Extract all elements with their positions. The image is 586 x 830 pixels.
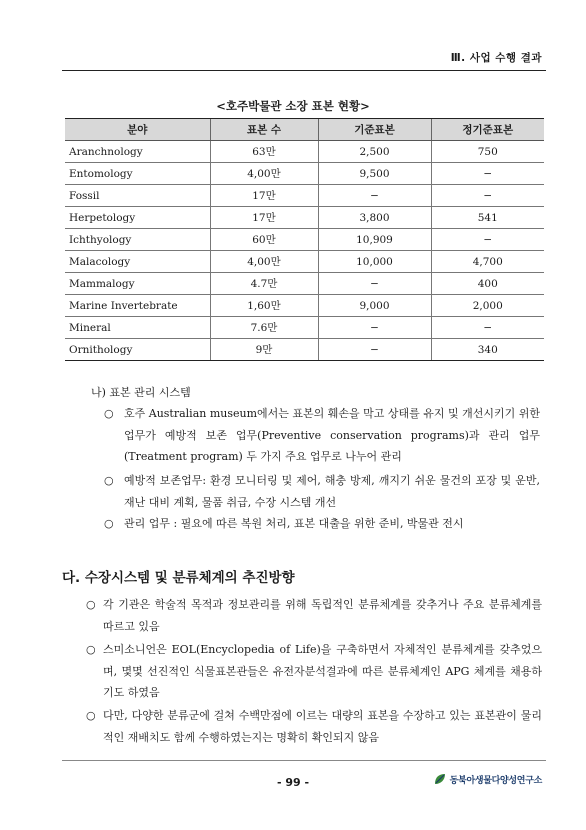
value-cell: 9,000 [318,295,431,317]
value-cell: 541 [431,207,544,229]
specimen-holdings-table [65,118,544,361]
header-rule [62,70,546,71]
table-row [65,141,544,163]
value-cell: 10,909 [318,229,431,251]
value-cell: 2,500 [318,141,431,163]
field-name-cell: Malacology [65,251,210,273]
value-cell: 1,60만 [210,295,318,317]
bullet-text: 호주 Australian museum에서는 표본의 훼손을 막고 상태를 유지 및 개선시키기 위한 업무가 예방적 보존 업무(Preventive conservation programs)과 관리 업무(Treatment program) 두 가지 주요 업무로 나누어 관리 [124,407,541,463]
value-cell: − [318,273,431,295]
field-name-cell: Ornithology [65,339,210,361]
column-header: 표본 수 [210,119,318,141]
bullet-mark: ○ [86,709,96,722]
management-heading: 나) 표본 관리 시스템 [91,386,191,399]
bullet-text: 각 기관은 학술적 목적과 정보관리를 위해 독립적인 분류체계를 갖추거나 주요 분류체계를 따르고 있음 [103,598,542,633]
page-number: - 99 - [276,776,310,789]
management-bullet-3 [104,513,540,535]
field-name-cell: Fossil [65,185,210,207]
bullet-mark: ○ [86,598,96,611]
field-name-cell: Aranchnology [65,141,210,163]
section-bullet-2 [86,639,542,704]
value-cell: 4,700 [431,251,544,273]
chapter-header: Ⅲ. 사업 수행 결과 [450,52,542,64]
bullet-mark: ○ [104,474,114,487]
table-row [65,251,544,273]
table-row [65,295,544,317]
field-name-cell: Mineral [65,317,210,339]
value-cell: − [318,339,431,361]
value-cell: 17만 [210,185,318,207]
value-cell: 4,00만 [210,251,318,273]
table-row [65,317,544,339]
organization-name: 동북아생물다양성연구소 [449,775,542,786]
column-header: 기준표본 [318,119,431,141]
value-cell: 3,800 [318,207,431,229]
value-cell: 400 [431,273,544,295]
section-heading: 다. 수장시스템 및 분류체계의 추진방향 [62,570,295,586]
field-name-cell: Herpetology [65,207,210,229]
value-cell: 4.7만 [210,273,318,295]
table-row [65,339,544,361]
bullet-text: 예방적 보존업무: 환경 모니터링 및 제어, 해충 방제, 깨지기 쉬운 물건의 포장 및 운반, 재난 대비 계획, 물품 취급, 수장 시스템 개선 [124,474,540,509]
value-cell: 7.6만 [210,317,318,339]
table-row [65,185,544,207]
bullet-mark: ○ [104,517,114,530]
table-row [65,273,544,295]
bullet-mark: ○ [104,407,114,420]
organization-logo [433,772,542,786]
leaf-logo-icon [433,772,447,786]
table-caption: <호주박물관 소장 표본 현황> [216,99,370,113]
value-cell: 9만 [210,339,318,361]
value-cell: − [431,163,544,185]
value-cell: 4,00만 [210,163,318,185]
table-row [65,207,544,229]
field-name-cell: Ichthyology [65,229,210,251]
value-cell: − [431,317,544,339]
table-header-row [65,119,544,141]
section-bullet-3 [86,705,542,748]
bullet-text: 관리 업무 : 필요에 따른 복원 처리, 표본 대출을 위한 준비, 박물관 전시 [124,517,464,530]
value-cell: 63만 [210,141,318,163]
column-header: 분야 [65,119,210,141]
value-cell: 17만 [210,207,318,229]
value-cell: 750 [431,141,544,163]
field-name-cell: Mammalogy [65,273,210,295]
field-name-cell: Entomology [65,163,210,185]
management-bullet-2 [104,470,540,513]
value-cell: − [431,185,544,207]
bullet-mark: ○ [86,643,96,656]
value-cell: 60만 [210,229,318,251]
table-row [65,163,544,185]
management-bullet-1 [104,403,540,468]
bullet-text: 스미소니언은 EOL(Encyclopedia of Life)을 구축하면서 자체적인 분류체계를 갖추었으며, 몇몇 선진적인 식물표본관들은 유전자분석결과에 따른 분류체계인 APG 체계를 채용하기도 하였음 [103,643,542,699]
value-cell: 9,500 [318,163,431,185]
value-cell: − [318,317,431,339]
value-cell: − [318,185,431,207]
bullet-text: 다만, 다양한 분류군에 걸쳐 수백만점에 이르는 대량의 표본을 수장하고 있는 표본관이 물리적인 재배치도 함께 수행하였는지는 명확히 확인되지 않음 [103,709,542,744]
table-row [65,229,544,251]
value-cell: 2,000 [431,295,544,317]
column-header: 정기준표본 [431,119,544,141]
value-cell: 340 [431,339,544,361]
value-cell: 10,000 [318,251,431,273]
value-cell: − [431,229,544,251]
footer-rule [62,760,546,761]
section-bullet-1 [86,594,542,637]
field-name-cell: Marine Invertebrate [65,295,210,317]
